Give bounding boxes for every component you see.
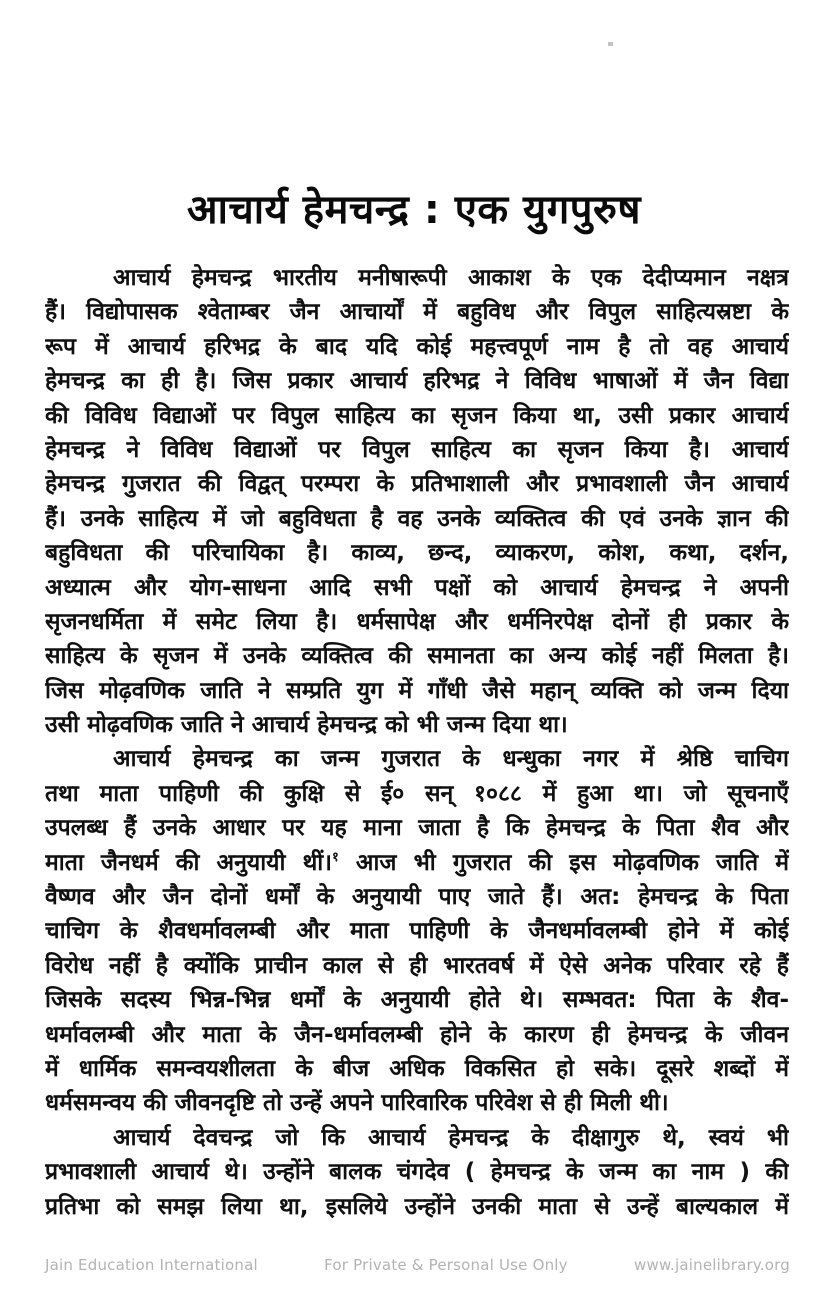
footer-website: www.jainelibrary.org: [634, 1256, 790, 1274]
text-line: हेमचन्द्र गुजरात की विद्वत् परम्परा के प्रतिभाशाली और प्रभावशाली जैन आचार्य: [45, 471, 789, 498]
text-segment: माता जैनधर्म की अनुयायी थीं।: [45, 849, 332, 876]
text-line: आचार्य देवचन्द्र जो कि आचार्य हेमचन्द्र के दीक्षागुरु थे, स्वयं भी: [113, 1124, 789, 1151]
text-line: में धार्मिक समन्वयशीलता के बीज अधिक विकसित हो सके। दूसरे शब्दों में: [45, 1055, 789, 1082]
text-line: साहित्य के सृजन में उनके व्यक्तित्व की समानता का अन्य कोई नहीं मिलता है।: [45, 643, 789, 670]
text-line: जिसके सदस्य भिन्न-भिन्न धर्मों के अनुयायी होते थे। सम्भवत: पिता के शैव-: [45, 987, 789, 1014]
text-line: प्रभावशाली आचार्य थे। उन्होंने बालक चंगदेव ( हेमचन्द्र के जन्म का नाम ) की: [45, 1159, 789, 1186]
footer-usage-note: For Private & Personal Use Only: [324, 1256, 568, 1274]
text-line: तथा माता पाहिणी की कुक्षि से ई० सन् १०८८ में हुआ था। जो सूचनाएँ: [45, 780, 789, 807]
text-line: हैं। उनके साहित्य में जो बहुविधता है वह उनके व्यक्तित्व की एवं उनके ज्ञान की: [45, 505, 789, 532]
text-line: हेमचन्द्र ने विविध विद्याओं पर विपुल साहित्य का सृजन किया है। आचार्य: [45, 436, 789, 463]
text-line: बहुविधता की परिचायिका है। काव्य, छन्द, व्याकरण, कोश, कथा, दर्शन,: [45, 540, 789, 567]
text-line: आचार्य हेमचन्द्र का जन्म गुजरात के धन्धुका नगर में श्रेष्ठि चाचिग: [113, 746, 789, 773]
text-line: उसी मोढ़वणिक जाति ने आचार्य हेमचन्द्र को भी जन्म दिया था।: [45, 712, 568, 739]
scan-artifact: [608, 42, 613, 46]
page-title: आचार्य हेमचन्द्र : एक युगपुरुष: [186, 187, 642, 233]
text-line: चाचिग के शैवधर्मावलम्बी और माता पाहिणी के जैनधर्मावलम्बी होने में कोई: [45, 918, 789, 945]
text-line: हेमचन्द्र का ही है। जिस प्रकार आचार्य हरिभद्र ने विविध भाषाओं में जैन विद्या: [45, 368, 789, 395]
text-line: जिस मोढ़वणिक जाति ने सम्प्रति युग में गाँधी जैसे महान् व्यक्ति को जन्म दिया: [45, 677, 789, 704]
footer-publisher: Jain Education International: [45, 1256, 258, 1274]
text-segment: आज भी गुजरात की इस मोढ़वणिक जाति में: [338, 849, 789, 876]
footnote-marker: १: [331, 849, 339, 865]
text-line: धर्मसमन्वय की जीवनदृष्टि तो उन्हें अपने पारिवारिक परिवेश से ही मिली थी।: [45, 1090, 669, 1117]
text-line: प्रतिभा को समझ लिया था, इसलिये उन्होंने उनकी माता से उन्हें बाल्यकाल में: [45, 1193, 789, 1220]
text-line: वैष्णव और जैन दोनों धर्मों के अनुयायी पाए जाते हैं। अत: हेमचन्द्र के पिता: [45, 884, 789, 911]
text-line: अध्यात्म और योग-साधना आदि सभी पक्षों को आचार्य हेमचन्द्र ने अपनी: [45, 574, 789, 601]
text-line: की विविध विद्याओं पर विपुल साहित्य का सृजन किया था, उसी प्रकार आचार्य: [45, 402, 789, 429]
text-line: विरोध नहीं है क्योंकि प्राचीन काल से ही भारतवर्ष में ऐसे अनेक परिवार रहे हैं: [45, 952, 789, 979]
text-line: रूप में आचार्य हरिभद्र के बाद यदि कोई महत्त्वपूर्ण नाम है तो वह आचार्य: [45, 333, 789, 360]
text-line: उपलब्ध हैं उनके आधार पर यह माना जाता है कि हेमचन्द्र के पिता शैव और: [45, 815, 789, 842]
text-line: धर्मावलम्बी और माता के जैन-धर्मावलम्बी होने के कारण ही हेमचन्द्र के जीवन: [45, 1021, 789, 1048]
page-footer: [45, 1256, 790, 1274]
text-line: हैं। विद्योपासक श्वेताम्बर जैन आचार्यों में बहुविध और विपुल साहित्यस्रष्टा के: [45, 299, 789, 326]
text-line: आचार्य हेमचन्द्र भारतीय मनीषारूपी आकाश के एक देदीप्यमान नक्षत्र: [113, 265, 789, 291]
text-line: सृजनधर्मिता में समेट लिया है। धर्मसापेक्ष और धर्मनिरपेक्ष दोनों ही प्रकार के: [45, 608, 789, 635]
page-body: [45, 261, 789, 1224]
text-line-with-footnote: [45, 846, 789, 880]
